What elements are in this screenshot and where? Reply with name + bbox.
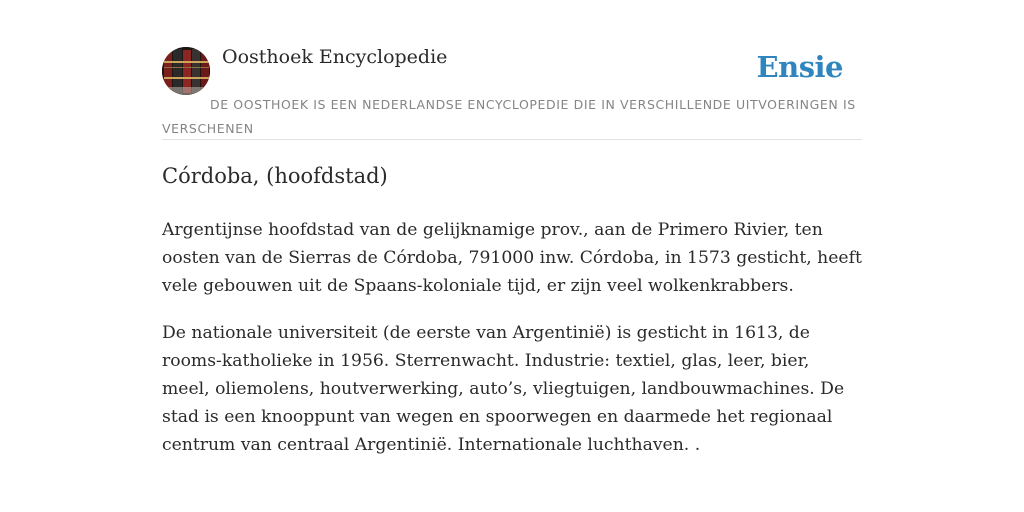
publication-name[interactable]: Oosthoek Encyclopedie: [222, 46, 448, 68]
brand-logo[interactable]: Ensie: [756, 50, 843, 84]
article-card: [162, 44, 862, 455]
divider: [162, 139, 862, 140]
publication-header: [162, 44, 862, 140]
article-body: [162, 216, 862, 478]
article-title: Córdoba, (hoofdstad): [162, 164, 388, 188]
book-spines-icon[interactable]: [162, 47, 210, 95]
publication-description: DE OOSTHOEK IS EEN NEDERLANDSE ENCYCLOPEDIE DIE IN VERSCHILLENDE UITVOERINGEN IS VERSCHENEN: [162, 97, 856, 136]
article-paragraph: De nationale universiteit (de eerste van Argentinië) is gesticht in 1613, de rooms-katholieke in 1956. Sterrenwacht. Industrie: textiel, glas, leer, bier, meel, oliemolens, houtverwerking, auto’s, vliegtuigen, landbouwmachines. De stad is een knooppunt van wegen en spoorwegen en daarmede het regionaal centrum van centraal Argentinië. Internationale luchthaven. .: [162, 323, 845, 455]
article-paragraph: Argentijnse hoofdstad van de gelijknamige prov., aan de Primero Rivier, ten oosten van de Sierras de Córdoba, 791000 inw. Córdoba, in 1573 gesticht, heeft vele gebouwen uit de Spaans-koloniale tijd, er zijn veel wolkenkrabbers.: [162, 220, 862, 296]
